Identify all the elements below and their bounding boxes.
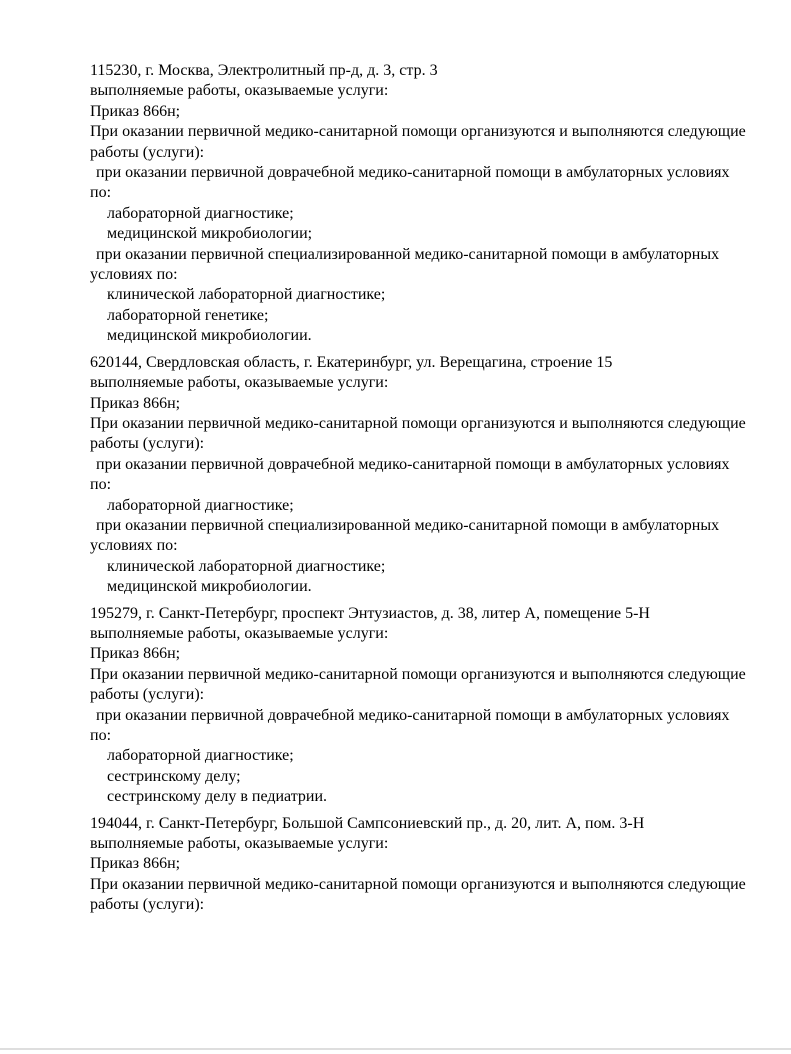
text-line: выполняемые работы, оказываемые услуги: <box>90 374 389 392</box>
text-line: работы (услуги): <box>90 143 205 161</box>
text-line: При оказании первичной медико-санитарной помощи организуются и выполняются следующие <box>90 875 746 893</box>
service-item-line: медицинской микробиологии. <box>107 327 312 345</box>
address-line: 620144, Свердловская область, г. Екатеринбург, ул. Верещагина, строение 15 <box>90 353 613 371</box>
address-block <box>90 61 780 347</box>
text-line: Приказ 866н; <box>90 102 181 120</box>
service-item-line: сестринскому делу в педиатрии. <box>107 788 328 806</box>
service-item-line: сестринскому делу; <box>107 767 241 785</box>
text-line: условиях по: <box>90 537 178 555</box>
service-item-line: лабораторной диагностике; <box>107 747 294 765</box>
service-item-line: медицинской микробиологии; <box>107 225 313 243</box>
text-line: Приказ 866н; <box>90 394 181 412</box>
text-line: при оказании первичной доврачебной медико-санитарной помощи в амбулаторных условиях <box>96 706 730 724</box>
text-line: При оказании первичной медико-санитарной помощи организуются и выполняются следующие <box>90 665 746 683</box>
address-block <box>90 353 780 598</box>
text-line: при оказании первичной доврачебной медико-санитарной помощи в амбулаторных условиях <box>96 455 730 473</box>
text-line: Приказ 866н; <box>90 855 181 873</box>
license-document <box>90 61 780 916</box>
text-line: Приказ 866н; <box>90 645 181 663</box>
text-line: При оказании первичной медико-санитарной помощи организуются и выполняются следующие <box>90 414 746 432</box>
text-line: при оказании первичной доврачебной медико-санитарной помощи в амбулаторных условиях <box>96 164 730 182</box>
address-line: 115230, г. Москва, Электролитный пр-д, д. 3, стр. 3 <box>90 62 438 79</box>
service-item-line: клинической лабораторной диагностике; <box>107 557 386 575</box>
bottom-divider <box>0 1048 791 1050</box>
text-line: при оказании первичной специализированной медико-санитарной помощи в амбулаторных <box>96 516 720 534</box>
text-line: выполняемые работы, оказываемые услуги: <box>90 82 389 100</box>
service-item-line: лабораторной диагностике; <box>107 204 294 222</box>
address-line: 194044, г. Санкт-Петербург, Большой Сампсониевский пр., д. 20, лит. А, пом. 3-Н <box>90 814 645 832</box>
service-item-line: клинической лабораторной диагностике; <box>107 286 386 304</box>
text-line: по: <box>90 727 112 744</box>
text-line: по: <box>90 476 112 494</box>
text-line: работы (услуги): <box>90 686 205 704</box>
text-line: при оказании первичной специализированной медико-санитарной помощи в амбулаторных <box>96 245 720 263</box>
text-line: условиях по: <box>90 266 178 284</box>
address-line: 195279, г. Санкт-Петербург, проспект Энтузиастов, д. 38, литер А, помещение 5-Н <box>90 604 650 622</box>
address-block <box>90 604 780 808</box>
text-line: работы (услуги): <box>90 896 205 914</box>
address-block <box>90 814 780 916</box>
service-item-line: лабораторной диагностике; <box>107 496 294 514</box>
text-line: При оказании первичной медико-санитарной помощи организуются и выполняются следующие <box>90 123 746 141</box>
text-line: выполняемые работы, оказываемые услуги: <box>90 624 389 642</box>
text-line: выполняемые работы, оказываемые услуги: <box>90 835 389 853</box>
text-line: работы (услуги): <box>90 435 205 453</box>
service-item-line: медицинской микробиологии. <box>107 578 312 596</box>
text-line: по: <box>90 184 112 202</box>
service-item-line: лабораторной генетике; <box>107 306 269 324</box>
